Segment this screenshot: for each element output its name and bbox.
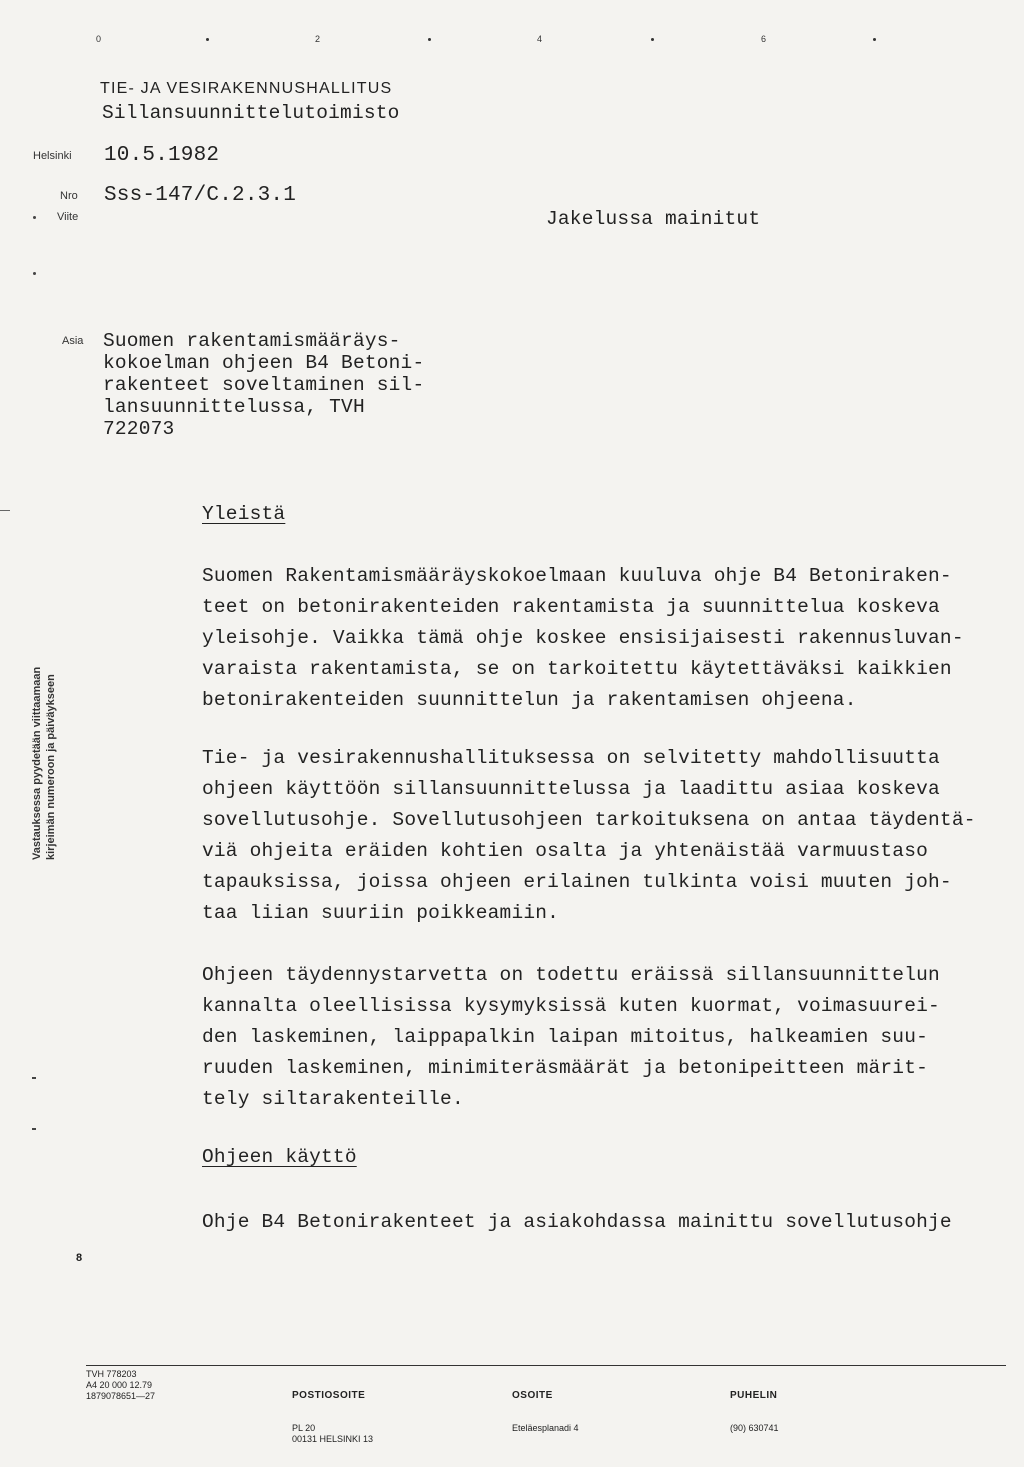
postal-address: PL 20 00131 HELSINKI 13 xyxy=(292,1423,374,1444)
heading-usage: Ohjeen käyttö xyxy=(202,1146,357,1168)
heading-general: Yleistä xyxy=(202,503,286,525)
subject-text: Suomen rakentamismääräys- kokoelman ohjeen B4 Betoni- rakenteet soveltaminen sil- lansuunnittelussa, TVH 722073 xyxy=(103,330,425,440)
margin-dash xyxy=(32,1077,36,1079)
scale-dot xyxy=(428,38,431,41)
place-label: Helsinki xyxy=(33,150,72,162)
paragraph-usage: Ohje B4 Betonirakenteet ja asiakohdassa mainittu sovellutusohje xyxy=(202,1211,952,1233)
paragraph-general: Suomen Rakentamismääräyskokoelmaan kuuluva ohje B4 Betoniraken- teet on betonirakenteiden rakentamista ja suunnittelua koskeva yleisohje. Vaikka tämä ohje koskee ensisijaisesti rakennusluvan- varaista rakentamista, se on tarkoitettu käytettäväksi kaikkien betonirakenteiden suunnittelun ja rakentamisen ohjeena. xyxy=(202,565,964,711)
margin-dot xyxy=(33,272,36,275)
recipient: Jakelussa mainitut xyxy=(546,208,761,230)
reference-label: Viite xyxy=(57,211,79,223)
scale-dot xyxy=(651,38,654,41)
phone-block xyxy=(730,1368,779,1456)
date-value: 10.5.1982 xyxy=(104,144,220,167)
scale-mark-6: 6 xyxy=(761,34,767,44)
number-value: Sss-147/C.2.3.1 xyxy=(104,184,297,207)
side-note: Vastauksessa pyydetään viittaamaan kirjeimän numeroon ja päiväykseen xyxy=(31,666,57,860)
form-code: TVH 778203 A4 20 000 12.79 1879078651—27 xyxy=(86,1369,156,1401)
scale-mark-4: 4 xyxy=(537,34,543,44)
number-label: Nro xyxy=(60,190,78,202)
department-name: Sillansuunnittelutoimisto xyxy=(102,102,400,124)
scale-mark-0: 0 xyxy=(96,34,102,44)
street-address: Eteläesplanadi 4 xyxy=(512,1423,579,1433)
phone-heading: PUHELIN xyxy=(730,1390,778,1401)
footer-rule xyxy=(86,1365,1006,1366)
fold-mark xyxy=(0,510,10,511)
scale-dot xyxy=(873,38,876,41)
phone-number: (90) 630741 xyxy=(730,1423,779,1433)
postal-heading: POSTIOSOITE xyxy=(292,1390,366,1401)
postal-block xyxy=(292,1368,373,1467)
organization-name: TIE- JA VESIRAKENNUSHALLITUS xyxy=(100,80,393,97)
paragraph-supplement: Ohjeen täydennystarvetta on todettu eräissä sillansuunnittelun kannalta oleellisissa kysymyksissä kuten kuormat, voimasuurei- den laskeminen, laippapalkin laipan mitoitus, halkeamien suu- ruuden laskeminen, minimiteräsmäärät ja betonipeitteen märit- tely siltarakenteille. xyxy=(202,964,940,1110)
address-heading: OSOITE xyxy=(512,1390,553,1401)
scale-mark-2: 2 xyxy=(315,34,321,44)
margin-dash xyxy=(32,1128,36,1130)
margin-dot xyxy=(33,216,36,219)
paragraph-guidance: Tie- ja vesirakennushallituksessa on selvitetty mahdollisuutta ohjeen käyttöön sillansuunnittelussa ja laadittu asiaa koskeva sovellutusohje. Sovellutusohjeen tarkoituksena on antaa täydentä- viä ohjeita eräiden kohtien osalta ja yhtenäistää varmuustaso tapauksissa, joissa ohjeen erilainen tulkinta voisi muuten joh- taa liian suuriin poikkeamiin. xyxy=(202,747,976,924)
address-block xyxy=(512,1368,579,1456)
subject-label: Asia xyxy=(62,335,84,347)
page-number: 8 xyxy=(76,1252,83,1264)
scale-dot xyxy=(206,38,209,41)
